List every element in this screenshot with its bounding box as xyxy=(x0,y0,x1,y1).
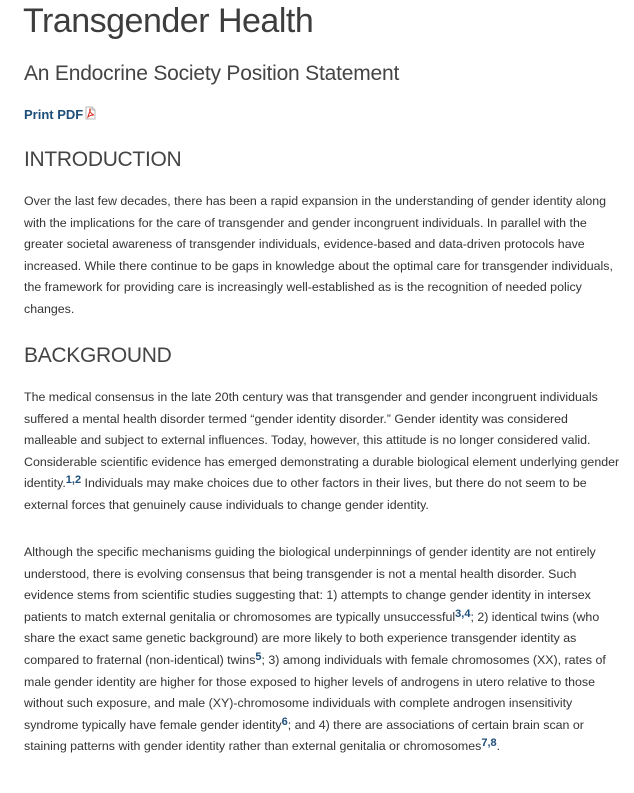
background-paragraph-1 xyxy=(24,387,620,517)
introduction-paragraph: Over the last few decades, there has been a rapid expansion in the understanding of gender identity along with the implications for the care of transgender and gender incongruent individuals. In parallel with the greater societal awareness of transgender individuals, evidence-based and data-driven protocols have increased. While there continue to be gaps in knowledge about the optimal care for transgender individuals, the framework for providing care is increasingly well-established as is the recognition of needed policy changes. xyxy=(24,194,613,316)
bg-p1-text-b: Individuals may make choices due to other factors in their lives, but there do not seem to be external forces that genuinely cause individuals to change gender identity. xyxy=(24,476,587,512)
bg-p2-text-b: ; 2) identical twins (who share the exact same genetic background) are more likely to both experience transgender identity as compared to fraternal (non-identical) twins xyxy=(24,609,600,667)
pdf-icon xyxy=(84,106,97,120)
background-paragraph-2 xyxy=(24,542,620,758)
citation-7-8[interactable]: 7,8 xyxy=(481,737,497,750)
page-subtitle: An Endocrine Society Position Statement xyxy=(24,62,400,85)
bg-p2-text-e: . xyxy=(496,739,501,754)
print-pdf-link[interactable] xyxy=(24,107,97,122)
citation-1-2[interactable]: 1,2 xyxy=(65,474,82,487)
print-pdf-label: Print PDF xyxy=(24,107,84,122)
background-heading: BACKGROUND xyxy=(24,344,172,367)
page-title: Transgender Health xyxy=(23,2,314,40)
citation-6[interactable]: 6 xyxy=(281,715,288,728)
bg-p2-text-a: Although the specific mechanisms guiding the biological underpinnings of gender identity are not entirely understood, there is evolving consensus that being transgender is not a mental health disorder. Such evidence stems from scientific studies suggesting that: 1) attempts to change gender identity in intersex patients to match external genitalia or chromosomes are typically unsuccessful xyxy=(24,545,596,624)
citation-3-4[interactable]: 3,4 xyxy=(455,607,471,620)
bg-p2-text-d: ; and 4) there are associations of certain brain scan or staining patterns with gender identity rather than external genitalia or chromosomes xyxy=(24,717,584,754)
introduction-heading: INTRODUCTION xyxy=(24,148,182,171)
bg-p1-text-a: The medical consensus in the late 20th century was that transgender and gender incongruent individuals suffered a mental health disorder termed “gender identity disorder.” Gender identity was considered malleable and subject to external influences. Today, however, this attitude is no longer considered valid. Considerable scientific evidence has emerged demonstrating a durable biological element underlying gender identity. xyxy=(24,390,620,491)
citation-5[interactable]: 5 xyxy=(255,650,262,663)
bg-p2-text-c: ; 3) among individuals with female chromosomes (XX), rates of male gender identity are higher for those exposed to higher levels of androgens in utero relative to those without such exposure, and male (XY)-chromosome individuals with complete androgen insensitivity syndrome typically have female gender identity xyxy=(24,652,606,732)
